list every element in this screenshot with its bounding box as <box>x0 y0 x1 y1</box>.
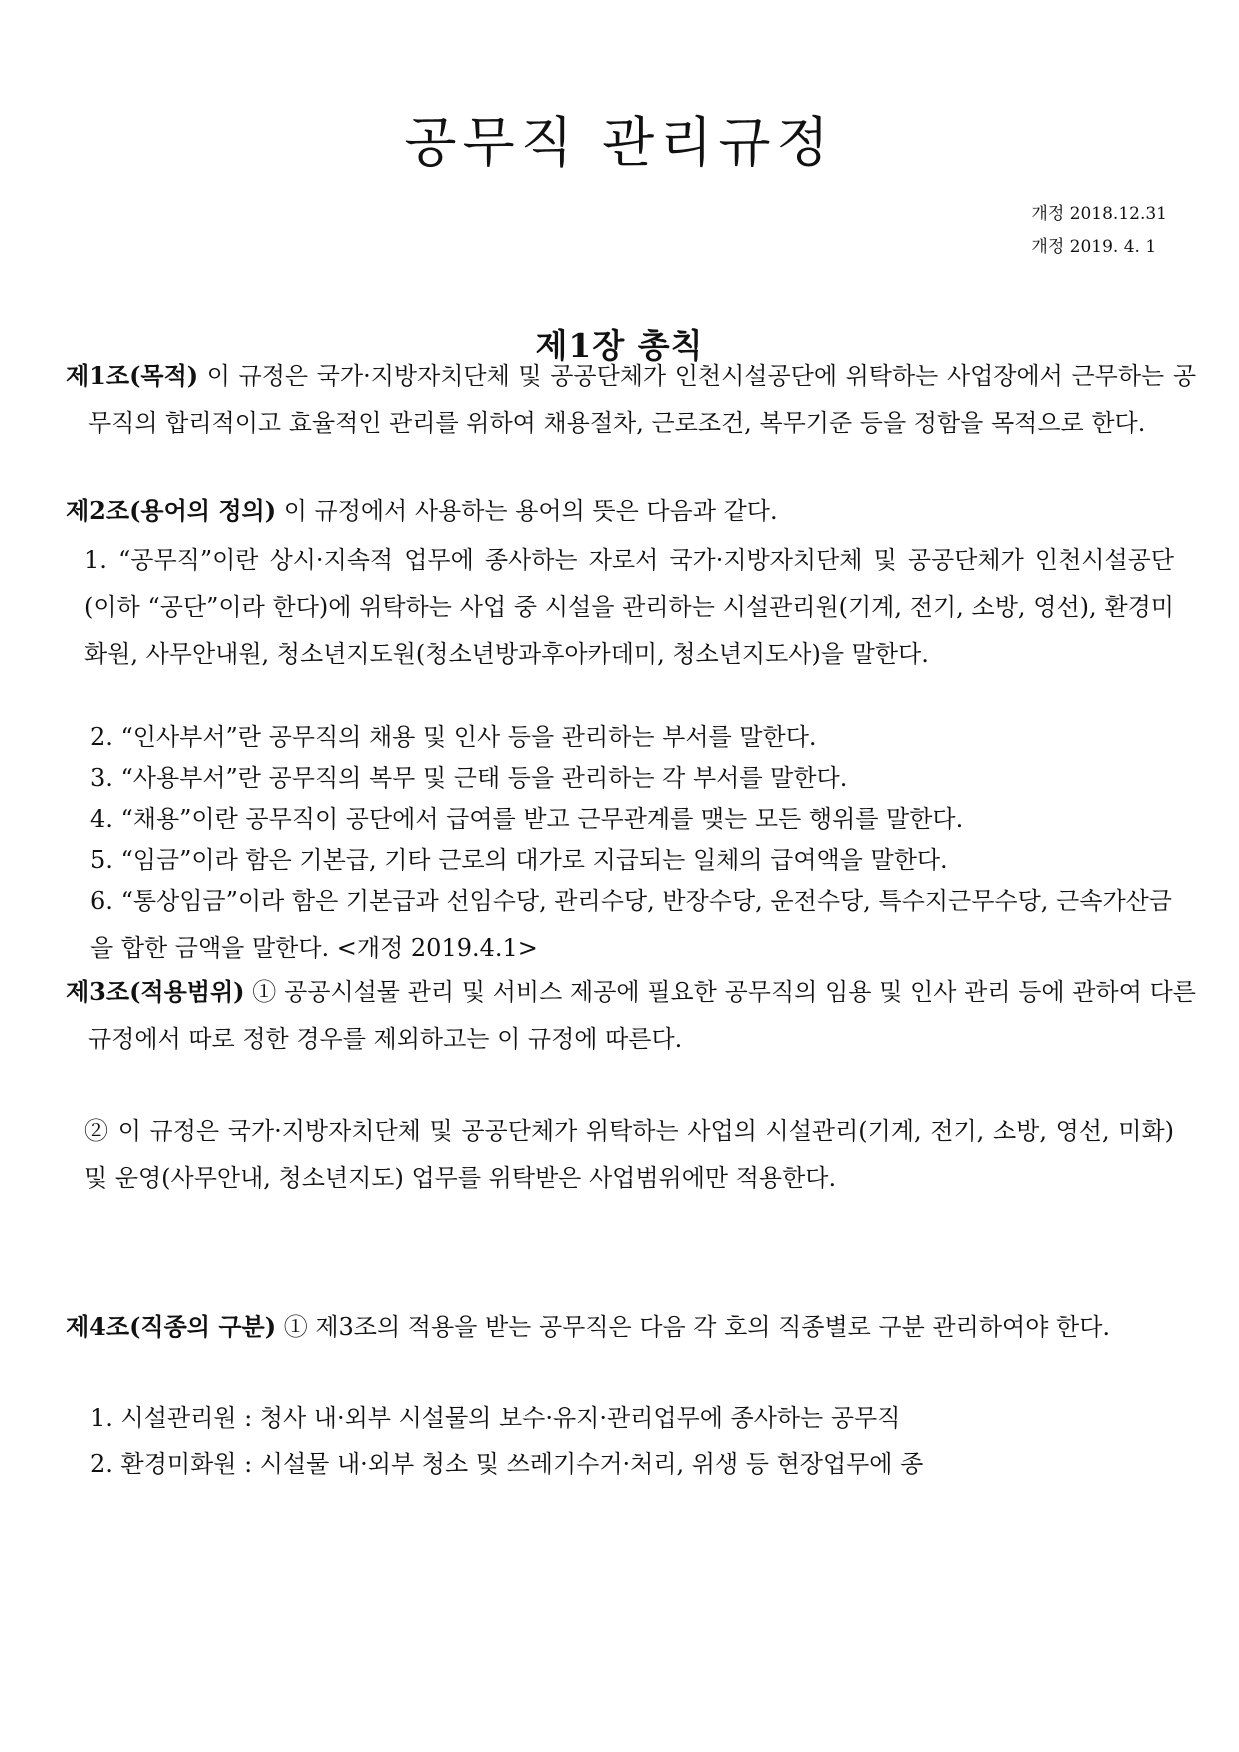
revision-entry: 개정 2018.12.31 <box>1031 204 1167 224</box>
revision-entry: 개정 2019. 4. 1 <box>1031 237 1157 257</box>
chapter-heading: 제1장 총칙 <box>535 326 704 365</box>
article-1 <box>66 352 1196 447</box>
article-2-item-1: 1. “공무직”이란 상시·지속적 업무에 종사하는 자로서 국가·지방자치단체 및 공공단체가 인천시설공단(이하 “공단”이라 한다)에 위탁하는 사업 중 시설을 관리하는 시설관리원(기계, 전기, 소방, 영선), 환경미화원, 사무안내원, 청소년지도원(청소년방과후아카데미, 청소년지도사)을 말한다. <box>84 546 1174 668</box>
article-4 <box>66 1303 1196 1351</box>
article-4-item-1: 1. 시설관리원 : 청사 내·외부 시설물의 보수·유지·관리업무에 종사하는 공무직 <box>90 1404 901 1432</box>
revision-history <box>1031 198 1167 264</box>
article-2-item-5: 5. “임금”이라 함은 기본급, 기타 근로의 대가로 지급되는 일체의 급여액을 말한다. <box>90 846 948 874</box>
article-4-heading: 제4조(직종의 구분) <box>66 1312 277 1341</box>
article-3-heading: 제3조(적용범위) <box>66 977 245 1006</box>
article-2-heading: 제2조(용어의 정의) <box>66 496 277 525</box>
article-1-heading: 제1조(목적) <box>66 361 199 390</box>
article-3-text: ① 공공시설물 관리 및 서비스 제공에 필요한 공무직의 임용 및 인사 관리 등에 관하여 다른 규정에서 따로 정한 경우를 제외하고는 이 규정에 따른다. <box>88 978 1196 1053</box>
article-4-text: ① 제3조의 적용을 받는 공무직은 다음 각 호의 직종별로 구분 관리하여야 한다. <box>276 1313 1111 1341</box>
document-title: 공무직 관리규정 <box>404 111 835 174</box>
article-4-item-2: 2. 환경미화원 : 시설물 내·외부 청소 및 쓰레기수거·처리, 위생 등 현장업무에 종 <box>90 1450 924 1478</box>
article-1-text: 이 규정은 국가·지방자치단체 및 공공단체가 인천시설공단에 위탁하는 사업장에서 근무하는 공무직의 합리적이고 효율적인 관리를 위하여 채용절차, 근로조건, 복무기준 등을 정함을 목적으로 한다. <box>88 362 1196 437</box>
article-2-item-2: 2. “인사부서”란 공무직의 채용 및 인사 등을 관리하는 부서를 말한다. <box>90 723 817 751</box>
article-2-item-6: 6. “통상임금”이라 함은 기본급과 선임수당, 관리수당, 반장수당, 운전수당, 특수지근무수당, 근속가산금을 합한 금액을 말한다. <개정 2019.4.1> <box>90 887 1172 962</box>
article-3 <box>66 968 1196 1063</box>
article-2-item-3: 3. “사용부서”란 공무직의 복무 및 근태 등을 관리하는 각 부서를 말한다. <box>90 764 848 792</box>
article-2-text: 이 규정에서 사용하는 용어의 뜻은 다음과 같다. <box>276 497 778 525</box>
article-2 <box>66 487 1196 535</box>
article-2-item-4: 4. “채용”이란 공무직이 공단에서 급여를 받고 근무관계를 맺는 모든 행위를 말한다. <box>90 805 964 833</box>
article-3-paragraph-2: ② 이 규정은 국가·지방자치단체 및 공공단체가 위탁하는 사업의 시설관리(기계, 전기, 소방, 영선, 미화) 및 운영(사무안내, 청소년지도) 업무를 위탁받은 사업범위에만 적용한다. <box>84 1117 1174 1192</box>
